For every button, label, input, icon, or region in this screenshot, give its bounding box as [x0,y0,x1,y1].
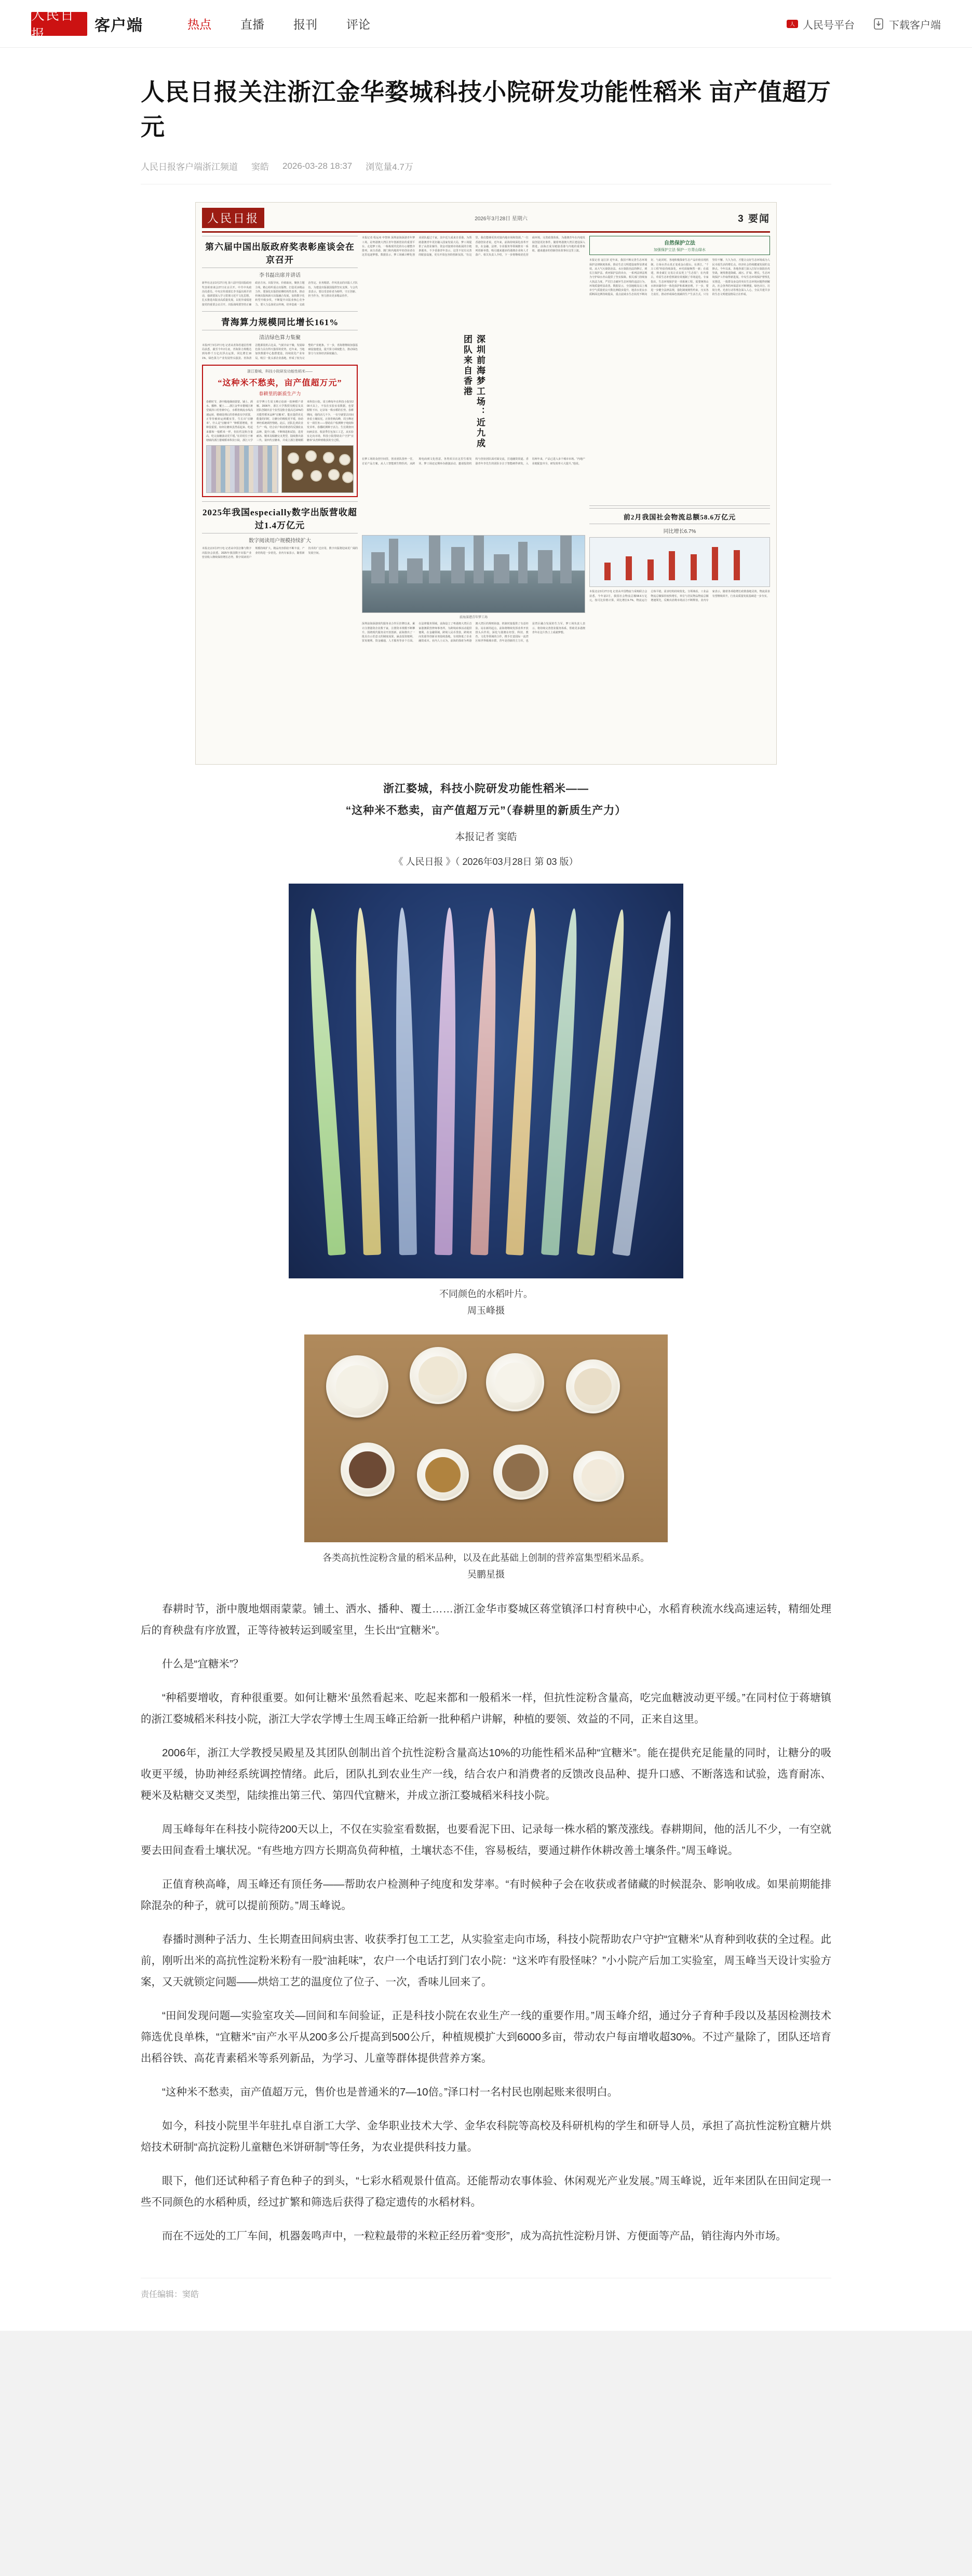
newspaper-vertical-headline: 深圳前海梦工场：近九成团队来自香港 [462,335,485,449]
top-navigation-bar [0,0,972,48]
newspaper-col2-body-top: 本报记者 程远州 申智林 深圳前海深港青年梦工场，是粤港澳大湾区青年创新创业的重要平台。走进梦工场，一栋栋现代化的办公楼整齐排列，来自香港、澳门和内地的年轻创业者在这里追逐梦想。数据显示，梦工场累计孵化创业团队超过千家，其中近九成来自香港。为帮助港澳青年更好融入国家发展大局，梦工场提供了从创业辅导、资金对接到市场拓展的全链条服务。不少香港青年表示，这里不仅有完善的配套设施，更有开放包容的创新氛围。“在这里，我们能够更快对接内地市场和资源。”一位香港创业者说。近年来，前海持续深化改革开放，在金融、法律、专业服务等领域推出一系列创新举措，吸引越来越多的港澳企业和人才落户。相关负责人介绍，下一步将继续优化营商环境，完善政策体系，为港澳青年在内地发展创造更好条件。随着粤港澳大湾区建设深入推进，前海正成为链接香港与内地的重要枢纽，越来越多的创新创业故事在这里上演。 [362,236,585,257]
newspaper-chart-title: 前2月我国社会物流总额58.6万亿元 [589,508,770,524]
newspaper-subhead-1: 李书磊出席并讲话 [259,273,301,279]
newspaper-masthead [202,208,770,233]
meta-date: 2026-03-28 18:37 [282,161,353,171]
newspaper-page-number: 3 要闻 [738,213,770,225]
nav-item-hot[interactable]: 热点 [187,18,211,31]
newspaper-col2-body-mid: 在梦工场的众创空间里，创业团队围坐一堂，讨论产品方案。从人工智能到生物医药，从跨境电商到文化创意，各类项目在这里生根发芽。梦工场还定期举办路演活动，邀请投资机构与创业团队面对面交流，打通融资渠道。香港青年李先生的团队专注于智能硬件研发，入驻两年来，产品已进入多个城市市场。“内地产业链配套齐全，研发效率大大提升。”他说。 [362,458,585,465]
newspaper-headline-1: 第六届中国出版政府奖表彰座谈会在京召开 [202,236,358,268]
newspaper-column-3 [589,236,770,757]
main-nav [187,15,370,32]
newspaper-col3-body-bottom: 本报北京3月27日电 记者从中国物流与采购联合会获悉，今年前2月，我国社会物流总额58.6万亿元，按可比价格计算，同比增长6.7%，物流运行总体平稳，需求结构持续优化。分领域看，工业品物流总额保持较快增长，单位与居民物品物流总额增速领先，反映出消费市场活力不断释放。业内专家表示，随着各项稳增长政策落地见效，物流需求有望继续回升，行业高质量发展基础进一步夯实。 [589,590,770,602]
article-paragraph: “这种米不愁卖，亩产值超万元，售价也是普通米的7—10倍。”泽口村一名村民也刚起账来很明白。 [162,2086,618,2099]
qianhai-photo-caption: 前海深港青年梦工场 [459,616,488,620]
figure1-credit: 周玉峰摄 [467,1305,505,1316]
download-icon [872,18,885,30]
article-paragraph: 2006年，浙江大学教授吴殿星及其团队创制出首个抗性淀粉含量高达10%的功能性稻米品种“宜糖米”。能在提供充足能量的同时，让糖分的吸收更平缓，协助神经系统调控情绪。此后，团队扎到农业生产一线，结合农户和消费者的反馈改良品种、提升口感、不断落选和试验，选育耐冻、粳米及粘糖交叉类型，陆续推出第三代、第四代宜糖米，并成立浙江婺城稻米科技小院。 [141,1747,831,1802]
article-body [141,1598,831,2247]
article-paragraph: 春耕时节，浙中腹地烟雨蒙蒙。铺土、洒水、播种、覆土……浙江金华市婺城区蒋堂镇泽口村育秧中心，水稻育秧流水线高速运转，精细处理后的育秧盘有序放置，正等待被转运到暖室里，生长出“宜糖米”。 [141,1603,831,1637]
newspaper-green-box-sub: 加强保护立法 保护一方青山绿水 [654,248,706,252]
newspaper-green-box-title: 自然保护立法 [664,241,695,247]
newspaper-body-1: 新华社北京3月27日电 第六届中国出版政府奖表彰座谈会27日在京召开。中共中央政治局委员、中央宣传部部长李书磊出席并讲话，强调要深入学习贯彻习近平文化思想，扎实推进出版业高质量发展，以优异成绩迎接党的重要会议召开。出版战线要坚持正确政治方向、出版导向、价值取向，聚焦主题主线，精心组织重点出版物，打造更多精品力作。要深化出版供给侧结构性改革，推动传统出版和新兴出版融合发展，加快数字化转型升级步伐，不断提升出版业核心竞争力。要大力弘扬优良传统，培养造就一支政治坚定、业务精湛、作风优良的出版人才队伍，为建设出版强国提供坚实支撑。与会代表表示，要以受表彰者为榜样，守正创新、担当作为，努力推出更多精品佳作。 [202,282,358,306]
svg-text:人: 人 [790,22,795,28]
rice-bowls-photo-thumb [281,445,354,493]
newspaper-chart-sub: 同比增长6.7% [663,529,696,535]
people-platform-label: 人民号平台 [803,19,855,31]
figure-rice-bowls [141,1334,831,1581]
newspaper-box-kicker: 浙江婺城，科技小院研发功能性稻米—— [247,369,313,373]
article-paragraph: 春播时测种子活力、生长期查田间病虫害、收获季打包工工艺，从实验室走向市场，科技小院帮助农户守护“宜糖米”从育种到收获的全过程。此前，刚听出米的高抗性淀粉米粉有一股“油耗味”，农户一个电话打到门农小院：“这米咋有股怪味？”小小院产后加工实验室，周玉峰当天设计实验方案，又天就锁定问题——烘焙工艺的温度位了位子、一次，香味儿回来了。 [141,1933,831,1988]
site-logo[interactable] [31,7,143,42]
newspaper-featured-box [202,365,358,498]
nav-item-comment[interactable]: 评论 [346,18,370,31]
figure-rice-leaves [141,884,831,1317]
people-platform-button[interactable] [786,17,855,32]
newspaper-masthead-logo: 人民日报 [202,208,264,228]
article-print-source: 《 人民日报 》（ 2026年03月28日 第 03 版） [394,857,578,867]
app-name: 客户端 [95,17,143,34]
article-byline: 本报记者 窦皓 [455,832,517,843]
download-app-button[interactable] [872,17,941,32]
download-app-label: 下载客户端 [889,19,941,31]
newspaper-column-2 [362,236,585,757]
figure1-caption: 不同颜色的水稻叶片。 [439,1289,533,1300]
article-kicker: 浙江婺城，科技小院研发功能性稻米—— [383,783,589,795]
newspaper-body-2: 本报西宁3月27日电 记者从青海省通信管理局获悉，截至今年2月底，青海算力规模达到每秒千万亿次浮点运算，同比增长161%，绿色算力产业发展势头强劲。青海清洁能源装机占比高，气候冷凉干燥，发展绿色算力具有得天独厚的优势。近年来，当地加快数据中心集群建设，持续优化产业布局，吸引一批头部企业落地，形成了较为完整的产业链条。下一步，青海将继续加强基础设施建设，提升算力调度能力，推动绿色算力与实体经济深度融合。 [202,343,358,360]
article-meta [141,159,831,184]
nav-item-live[interactable]: 直播 [240,18,264,31]
newspaper-col2-body-bottom: 深圳前海深港现代服务业合作区挂牌以来，累计注册港资企业数千家，注册资本规模不断攀升。围绕现代服务业开放创新，前海推出了一批具有示范意义的制度成果，涵盖投资便利、贸易便利、资金融通、人才服务等多个方面。在法律服务领域，前海设立了粤港澳大湾区首家港澳联营律师事务所，为跨境商事活动提供便利。在金融领域，跨境人民币贷款、跨境双向发债等创新业务陆续落地，有效降低了企业融资成本。业内人士认为，前海的探索为粤港澳大湾区的规则衔接、机制对接提供了有益经验。站在新的起点，前海将继续发挥改革开放排头兵作用，深化与港澳在经贸、科技、教育、文化等领域的合作，携手打造国际一流湾区和世界级城市群。青年是创新的主力军，也是湾区融合发展的生力军。梦工场负责人表示，将持续完善创业服务体系，帮助更多港澳青年在这片热土上成就梦想。 [362,622,585,643]
article-paragraph: 周玉峰每年在科技小院待200天以上，不仅在实验室看数据，也要看泥下田、记录每一株水稻的繁茂涨线。春耕期间，他的活儿不少，一有空就要去田间查看土壤状况。“有些地方四方长期高负荷种植，土壤状态不佳，容易板结，要通过耕作休耕改善土壤条件。”周玉峰说。 [141,1823,831,1857]
meta-source: 人民日报客户端浙江频道 [141,162,238,172]
newspaper-scan-image [195,202,777,765]
figure2-credit: 吴鹏星摄 [467,1569,505,1580]
newspaper-headline-2: 青海算力规模同比增长161% [202,311,358,330]
article-paragraph: “种稻要增收，育种很重要。如何让糖米‘虽然看起来、吃起来都和一般稻米一样，但抗性淀粉含量高，吃完血糖波动更平缓。”在同村位于蒋塘镇的浙江婺城稻米科技小院，浙江大学农学博士生周玉峰正给新一批种稻户讲解，种植的要领、效益的不同，正来自这里。 [141,1692,831,1726]
newspaper-headline-3: 2025年我国especially数字出版营收超过1.4万亿元 [202,501,358,533]
rice-leaves-photo [289,884,683,1278]
page-title: 人民日报关注浙江金华婺城科技小院研发功能性稻米 亩产值超万元 [141,78,831,140]
nav-item-press[interactable]: 报刊 [293,18,317,31]
article-subheadline: “这种米不愁卖，亩产值超万元”（春耕里的新质生产力） [345,805,627,817]
article-paragraph: “田间发现问题—实验室攻关—回间和车间验证，正是科技小院在农业生产一线的重要作用。”周玉峰介绍，通过分子育种手段以及基因检测技术筛选优良单株，“宜糖米”亩产水平从200多公斤提高到500公斤，种植规模扩大到6000多亩，带动农户每亩增收超30%。不过产量除了，团队还培育出稻谷铁、高花青素稻米等系列新品，为学习、儿童等群体提供营养方案。 [141,2010,831,2065]
logistics-bar-chart [589,537,770,587]
article-page [0,48,972,2331]
newspaper-box-subhead: 春耕里的新质生产力 [259,391,301,396]
figure2-caption: 各类高抗性淀粉含量的稻米品种，以及在此基础上创制的营养富集型稻米品系。 [322,1553,650,1564]
newspaper-columns [202,236,770,757]
article-paragraph: 眼下，他们还试种稻子育色种子的到头，“七彩水稻观景什值高。还能帮动农事体验、休闲观光产业发展。”周玉峰说，近年来团队在田间定现一些不同颜色的水稻种质，经过扩繁和筛选后获得了稳定遗传的水稻材料。 [141,2175,831,2209]
newspaper-subhead-2: 清洁绿色算力集聚 [259,335,301,341]
newspaper-date: 2026年3月28日 星期六 [475,216,528,222]
newspaper-column-1 [202,236,358,757]
article-paragraph: 而在不远处的工厂车间，机器轰鸣声中，一粒粒最带的米粒正经历着“变形”，成为高抗性淀粉月饼、方便面等产品，销往海内外市场。 [162,2230,787,2243]
meta-views: 浏览量4.7万 [366,162,413,172]
people-badge-icon [786,18,799,30]
qianhai-cityscape-photo [362,535,585,613]
rice-leaves-photo-thumb [206,445,278,493]
article-paragraph: 正值育秧高峰，周玉峰还有顶任务——帮助农户检测种子纯度和发芽率。“有时候种子会在收获或者储藏的时候混杂、影响收成。如果前期能排除混杂的种子，就可以提前预防。”周玉峰说。 [141,1878,831,1912]
people-daily-logo-icon: 人民日报 [31,12,87,36]
rice-bowls-photo [304,1334,668,1542]
newspaper-box-headline: “这种米不愁卖，亩产值超万元” [218,378,342,388]
newspaper-green-box [589,236,770,255]
newspaper-body-3: 本报北京3月27日电 记者从中国音像与数字出版协会获悉，2025年我国数字出版产业营业收入继续保持增长态势，数字阅读用户规模持续扩大，精品内容供给不断丰富，产业结构进一步优化。业内专家表示，随着新技术的广泛应用，数字出版将迎来更广阔的发展空间。 [202,547,358,559]
article-subtitle-block [141,780,831,818]
article-paragraph: 什么是“宜糖米”？ [162,1658,244,1671]
article-paragraph: 如今，科技小院里半年驻扎卓自浙工大学、金华职业技术大学、金华农科院等高校及科研机构的学生和研导人员，承担了高抗性淀粉宜糖片烘焙技术研制“高抗淀粉儿童糖色米饼研制”等任务，为农业提供科技力量。 [141,2120,831,2154]
newspaper-col3-body-top: 本报记者 寇江泽 近年来，我国不断完善生态环境保护法律制度体系，推动生态文明建设取得显著成效。从大气污染防治法、水污染防治法的修订，到长江保护法、黄河保护法的出台，一系列法律法规为守护绿水青山提供了坚实保障。相关部门持续加大执法力度，严厉打击破坏生态环境的违法行为，环境质量明显改善。数据显示，全国地级及以上城市空气质量优良天数比例稳步提升，地表水优良水质断面比例持续提高，重点流域水生态状况不断向好。与此同时，各地积极探索生态产品价值实现机制，让绿水青山真正变成金山银山。在浙江，“千万工程”经验持续深化，乡村面貌焕然一新；在福建，林业碳汇交易让农民吃上“生态饭”；在内蒙古，草原生态补偿机制有效遏制了草场退化。专家指出，生态环境保护是一项系统工程，需要统筹山水林田湖草沙一体化保护和系统治理。下一步，要进一步健全法律法规，强化制度刚性约束，压实各方责任，推动形成绿色低碳的生产生活方式。只有坚持不懈、久久为功，才能让良好生态环境成为人民幸福生活的增长点、经济社会持续健康发展的支撑点。今年以来，各地各部门深入打好污染防治攻坚战，统筹推进降碳、减污、扩绿、增长，生态环境保护工作取得新进展。中央生态环境保护督察扎实推进，一批群众身边的突出生态环境问题得到解决。社会各界的环保意识不断增强，绿色出行、垃圾分类、光盘行动等理念深入人心，全民共建共享的生态文明建设格局正在形成。 [589,259,770,297]
meta-author: 窦皓 [251,162,269,172]
article-footer-editor: 责任编辑：窦皓 [141,2278,831,2300]
newspaper-box-photos [206,445,354,493]
newspaper-box-body: 春耕时节，浙中腹地烟雨蒙蒙。铺土、洒水、播种、覆土……浙江金华市婺城区蒋堂镇泽口村育秧中心，水稻育秧流水线高速运转，精细处理后的育秧盘有序放置，正等待被转运到暖室里，生长出“宜糖米”。什么是“宜糖米”？“种稻要增收，育种很重要。如何让糖米虽然看起来、吃起来都和一般稻米一样，但抗性淀粉含量高，吃完血糖波动更平缓。”在同村位于蒋塘镇的浙江婺城稻米科技小院，浙江大学农学博士生周玉峰正给新一批种稻户讲解。2006年，浙江大学教授吴殿星及其团队创制出首个抗性淀粉含量高达10%的功能性稻米品种“宜糖米”。能在提供充足能量的同时，让糖分的吸收更平缓，协助神经系统调控情绪。此后，团队扎到农业生产一线，结合农户和消费者的反馈改良品种、提升口感、不断筛选和试验，选育耐冻、粳米及粘糖交叉类型，陆续推出第三代、第四代宜糖米，并成立浙江婺城稻米科技小院。周玉峰每年在科技小院待200天以上，不仅在实验室看数据，也要脱鞋下田、记录每一株水稻的长势。春耕期间，他的活儿不少，一有空就要去田间查看土壤状况。正值育秧高峰，周玉峰还有一项任务——帮助农户检测种子纯度和发芽率。春播时测种子活力、生长期查田间病虫害、收获季打包加工工艺，从实验室走向市场，科技小院帮助农户守护“宜糖米”从育种到收获的全过程。 [206,400,354,443]
topbar-actions [786,0,941,48]
newspaper-subhead-3: 数字阅读用户规模持续扩大 [249,538,311,544]
article-container [141,48,831,2300]
